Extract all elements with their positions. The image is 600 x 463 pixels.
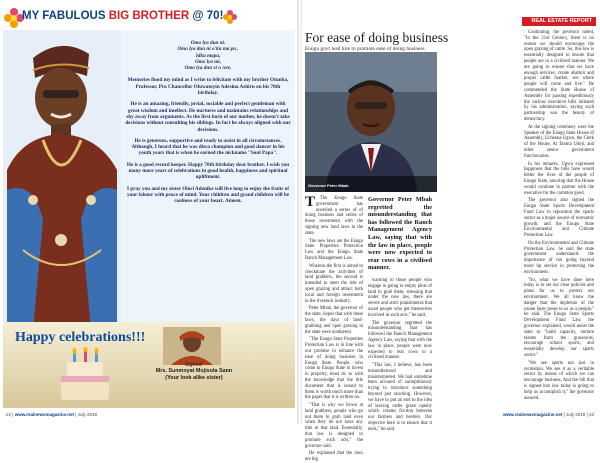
- article-paragraph: warning to those people who engage in going to empty plots of land to grab them, stressing that under the new law, there are severe and strict punishments that await people who get themselves involved in such acts," he said.: [368, 277, 432, 318]
- celebrant-portrait-image: [3, 30, 121, 330]
- right-footer: www.realnewsmagazine.net | July 2019 | 23: [503, 412, 594, 417]
- left-page: [0, 0, 298, 424]
- signed-name: Mrs. Sunmoyat Mojisola Sann: [155, 368, 233, 375]
- tribute-paragraph: Memories flood my mind as I write to felicitate with my brother Otunba, Professor, Pro Chancellor Oluwatoyin Adesina Ashiru on his 70th birthday.: [127, 77, 289, 97]
- article-paragraph: On the Environmental and Climate Protection Law, he said the state government understands the importance of not going beyond more lip service in protecting the environment.: [524, 240, 594, 275]
- tribute-paragraph: He is generous, supportive and ready to assist in all circumstances. Although, I heard that he was disco champion and good dancer in his youth years that is when he earned the nickname "Soul Papa".: [131, 137, 285, 157]
- section-label: REAL ESTATE REPORT: [522, 17, 596, 26]
- article-paragraph: The governor also signed the Enugu State Sports Development Fund Law to reposition the sports sector as a major source of economic growth; and the Enugu State Environmental and Climate Protection Law.: [524, 198, 594, 239]
- article-paragraph: In his remarks, Ugwu expressed happiness that the bills have would better the lives of the people of Enugu State, assuring that the House would continue to partner with the executive for the common good.: [524, 161, 594, 196]
- signed-label: Signed:: [184, 362, 204, 368]
- tribute-paragraph: He is an amazing, friendly, jovial, sociable and perfect gentleman with great wisdom and intellect. He nurtures and maintains relationships and shy away from arguments. As the first born of our mother, he doesn't take decisions without consulting his siblings. In fact he always aligned with our decisions.: [125, 101, 291, 133]
- governor-photo: [305, 52, 437, 192]
- article-column-spacer: [439, 30, 519, 408]
- right-footer-date: July 2019: [566, 412, 586, 417]
- ad-title-prefix: MY FABULOUS: [22, 10, 109, 22]
- article-paragraph: At the signing ceremony were the Speaker of the Enugu State House of Assembly, Uchenna Ugwu, the Clerk of the House, Ar Emma Udeji, and other senior government functionaries.: [524, 124, 594, 159]
- article-paragraph: Continuing, the governor noted, "In the 21st Century, there is no reason we should encourage the open grazing of cattle. So, this law is essentially designed to ensure that people are in a civilised manner. We are going to ensure that we have enough services, create abattoir and proper cattle market, see where people will come and live." He commended the State House of Assembly for passing expeditiously the various executive bills initiated by his administration, saying such partnership was the beauty of democracy.: [524, 30, 594, 122]
- celebration-text: Happy celebrations!!!: [15, 330, 146, 345]
- left-footer: 22 | www.realnewsmagazine.net | July 2019: [6, 412, 97, 417]
- article-paragraph: Whereas the first is aimed to checkmate the activities of land grabbers, the second is intended to stem the tide of open grazing and attract both local and foreign investment in the livestock industry.: [305, 263, 363, 304]
- flower-icon: [222, 9, 238, 25]
- tribute-panel: [3, 30, 295, 408]
- tribute-poem: Omo lya dun ni. Omo lya dun ni o'ku ma pa , Idku mapa, Omo lya mi, Omo lya dun si o /zee.: [177, 40, 239, 72]
- article-paragraph: Peter Mbah, the governor of the state, hopes that with these laws, the days of land-grabbing and open grazing in the state were numbered.: [305, 306, 363, 335]
- left-footer-date: July 2019: [77, 412, 97, 417]
- article-paragraph-text: The Enugu State government has unveiled a series of of doing business and series of those investment with the signing new land laws in the state.: [305, 196, 363, 236]
- ad-title-highlight: BIG BROTHER: [108, 10, 190, 22]
- photo-caption: Governor Peter Mbah: [308, 183, 349, 188]
- sister-photo: [163, 327, 221, 365]
- article-paragraph: "That is why we frown at land grabbers, people who go out there to grab land even when they do not have any title to that land. Essentially, that law is designed to promote such acts," the governor said.: [305, 403, 363, 449]
- tribute-paragraph: I pray you and my sister Olori Adenike will live long to enjoy the fruits of your labour with peace of mind. Your children and grand children will be coolness of your heart. Ameen.: [126, 185, 290, 205]
- drop-cap: T: [305, 194, 316, 210]
- article-paragraph: [305, 196, 363, 237]
- article-column-3: [524, 30, 594, 408]
- right-page: [302, 0, 600, 463]
- birthday-cake-icon: [55, 348, 115, 404]
- pull-quote: Governor Peter Mbah regretted the misunderstanding that has followed the Ranch Management Agency Law, saying that with the law in place, people were now expected to rear cows in a civilised manner.: [368, 196, 432, 272]
- ad-title-suffix: @ 70!: [189, 10, 224, 22]
- article-paragraph: The new laws are the Enugu State Properties Protection Law and the Enugu State Ranch Management Law.: [305, 238, 363, 261]
- right-footer-site[interactable]: www.realnewsmagazine.net: [503, 412, 563, 417]
- article-paragraph: "The Enugu State Properties Protection Law is in line with our promise to enhance the ease of doing business in Enugu State. People, who come to Enugu State to invest in property, must do so with the knowledge that the title document that is issued to them is worth much more than the paper that it is written on.: [305, 337, 363, 401]
- governor-portrait-image: [305, 52, 437, 192]
- article-paragraph: "We see sports not just in recreation. We see it as a veritable sector by means of which we can encourage business. And the bill that is signed into law today is going to help us accomplish it," the governor assured.: [524, 360, 594, 401]
- tribute-paragraph: He is a good record keeper. Happy 70th birthday dear brother. I wish you many more years of celebrations in good health, happiness and spiritual upliftment.: [126, 161, 290, 181]
- article-paragraph: "This law, I believe, has been misunderstood and misinterpreted. We had sometime been accused of surreptitiously trying to introduce something beyond just ranching. However, we have to put an end to the idea of leaving cattle graze openly which creates friction between our farmers and herders. Our objective here is to ensure that it ends," he said.: [368, 363, 432, 432]
- ad-title: [22, 10, 223, 30]
- article-headline: For ease of doing business: [305, 30, 449, 45]
- article-column-2: [368, 196, 432, 432]
- celebration-banner: [3, 322, 295, 408]
- left-footer-site[interactable]: www.realnewsmagazine.net: [14, 412, 75, 417]
- tribute-text: [121, 30, 295, 330]
- article-paragraph: The governor regretted the misunderstanding that has followed the Ranch Management Agency Law, saying that with the law in place, people were now expected to rear cows in a civilised manner.: [368, 320, 432, 361]
- celebrant-photo: [3, 30, 121, 330]
- right-page-number: 23: [588, 412, 594, 417]
- left-page-number: 22: [6, 412, 12, 417]
- signed-relation: (Your look alike sister): [165, 374, 223, 381]
- article-column-1: [305, 194, 363, 463]
- article-subhead: Enugu govt lead hire to promote ease of doing business: [305, 46, 425, 52]
- signature-block: [129, 362, 259, 381]
- article-paragraph: He explained that the laws are big: [305, 451, 363, 463]
- article-paragraph: "So, what we have done here today is to set out clear policies and plans for us to protect our environment. We all know the danger that the depletion of the ozone layer poses to us as a people," he said. The Enugu State Sports Development Fund Law, the governor explained, would assist the state to "build capacity, nurture talents from the grassroots, encourage school sports, and essentially develop our sports sector.": [524, 277, 594, 359]
